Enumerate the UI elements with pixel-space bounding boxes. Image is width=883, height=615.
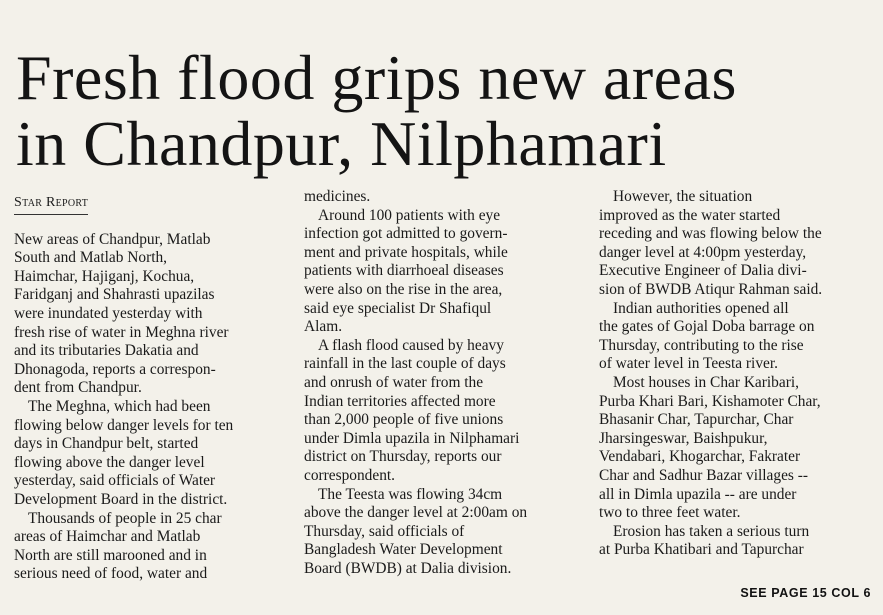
- text-line: Board (BWDB) at Dalia division.: [304, 559, 512, 577]
- text-line: than 2,000 people of five unions: [304, 411, 504, 429]
- text-line: However, the situation: [613, 188, 753, 205]
- text-line: and its tributaries Dakatia and: [14, 342, 199, 360]
- text-line: patients with diarrhoeal diseases: [304, 262, 504, 280]
- text-line: infection got admitted to govern-: [304, 225, 508, 243]
- article-column-1: [14, 193, 289, 584]
- text-line: New areas of Chandpur, Matlab: [14, 230, 211, 248]
- article-column-3: [599, 188, 871, 560]
- text-line: North are still marooned and in: [14, 546, 207, 564]
- text-line: sion of BWDB Atiqur Rahman said.: [599, 280, 823, 298]
- text-line: above the danger level at 2:00am on: [304, 504, 528, 522]
- text-line: Jharsingeswar, Baishpukur,: [599, 429, 768, 447]
- text-line: and onrush of water from the: [304, 373, 484, 391]
- text-line: Thursday, contributing to the rise: [599, 336, 804, 354]
- column-3-text: [599, 188, 871, 560]
- text-line: Bangladesh Water Development: [304, 541, 503, 559]
- text-line: Indian authorities opened all: [613, 299, 789, 317]
- text-line: The Meghna, which had been: [28, 397, 211, 415]
- text-line: A flash flood caused by heavy: [318, 336, 504, 354]
- text-line: rainfall in the last couple of days: [304, 355, 506, 373]
- text-line: flowing above the danger level: [14, 453, 205, 471]
- byline-text: Star Report: [14, 195, 89, 210]
- headline: [16, 41, 876, 179]
- text-line: The Teesta was flowing 34cm: [318, 485, 503, 503]
- text-line: danger level at 4:00pm yesterday,: [599, 243, 807, 261]
- text-line: Dhonagoda, reports a correspon-: [14, 360, 216, 378]
- headline-line-2: in Chandpur, Nilphamari: [16, 107, 667, 179]
- text-line: flowing below danger levels for ten: [14, 416, 234, 434]
- text-line: two to three feet water.: [599, 504, 741, 522]
- text-line: correspondent.: [304, 466, 396, 484]
- text-line: at Purba Khatibari and Tapurchar: [599, 541, 804, 559]
- text-line: receding and was flowing below the: [599, 225, 822, 243]
- text-line: the gates of Gojal Doba barrage on: [599, 318, 815, 336]
- text-line: Executive Engineer of Dalia divi-: [599, 262, 807, 280]
- article-column-2: [304, 188, 582, 578]
- text-line: Indian territories affected more: [304, 392, 496, 410]
- text-line: Char and Sadhur Bazar villages --: [599, 466, 808, 484]
- text-line: Vendabari, Khogarchar, Fakrater: [599, 448, 801, 466]
- text-line: said eye specialist Dr Shafiqul: [304, 299, 492, 317]
- text-line: serious need of food, water and: [14, 565, 208, 583]
- text-line: fresh rise of water in Meghna river: [14, 323, 229, 341]
- text-line: Alam.: [304, 318, 343, 336]
- text-line: dent from Chandpur.: [14, 379, 142, 397]
- column-1-text: [14, 231, 289, 584]
- text-line: Faridganj and Shahrasti upazilas: [14, 286, 215, 304]
- text-line: Thousands of people in 25 char: [28, 509, 222, 527]
- text-line: were inundated yesterday with: [14, 304, 203, 322]
- text-line: areas of Haimchar and Matlab: [14, 528, 201, 546]
- text-line: of water level in Teesta river.: [599, 355, 778, 373]
- text-line: Around 100 patients with eye: [318, 206, 501, 224]
- headline-line-1: Fresh flood grips new areas: [16, 41, 737, 113]
- text-line: under Dimla upazila in Nilphamari: [304, 429, 520, 447]
- text-line: district on Thursday, reports our: [304, 448, 502, 466]
- text-line: Thursday, said officials of: [304, 522, 465, 540]
- text-line: South and Matlab North,: [14, 249, 168, 267]
- column-2-text: [304, 188, 582, 578]
- text-line: Most houses in Char Karibari,: [613, 373, 799, 391]
- text-line: Bhasanir Char, Tapurchar, Char: [599, 411, 794, 429]
- text-line: days in Chandpur belt, started: [14, 435, 199, 453]
- text-line: yesterday, said officials of Water: [14, 472, 216, 490]
- text-line: all in Dimla upazila -- are under: [599, 485, 797, 503]
- text-line: Development Board in the district.: [14, 490, 228, 508]
- continued-on-page-note[interactable]: SEE PAGE 15 COL 6: [740, 586, 871, 600]
- text-line: ment and private hospitals, while: [304, 243, 508, 261]
- text-line: were also on the rise in the area,: [304, 280, 503, 298]
- text-line: improved as the water started: [599, 206, 781, 224]
- text-line: Haimchar, Hajiganj, Kochua,: [14, 267, 195, 285]
- text-line: Erosion has taken a serious turn: [613, 522, 810, 540]
- text-line: Purba Khari Bari, Kishamoter Char,: [599, 392, 821, 410]
- byline: [14, 194, 88, 215]
- text-line: medicines.: [304, 188, 371, 205]
